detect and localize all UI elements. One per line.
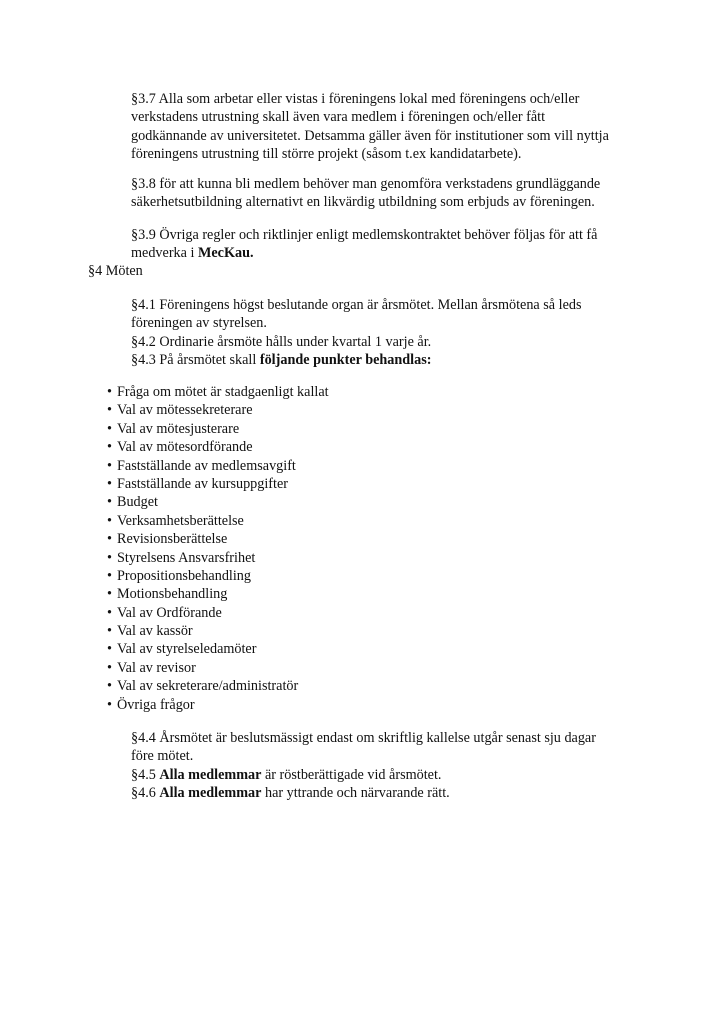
agenda-item-label: Styrelsens Ansvarsfrihet xyxy=(117,549,256,566)
paragraph-4-2: §4.2 Ordinarie årsmöte hålls under kvartal 1 varje år. xyxy=(131,333,432,350)
agenda-item xyxy=(107,420,329,438)
agenda-item-label: Budget xyxy=(117,494,158,511)
agenda-item-label: Propositionsbehandling xyxy=(117,567,251,584)
club-name: MecKau. xyxy=(197,245,254,262)
text-line: §4.1 Föreningens högst beslutande organ är årsmötet. Mellan årsmötena så leds xyxy=(131,297,582,313)
text-line: §3.9 Övriga regler och riktlinjer enligt medlemskontraktet behöver följas för att få xyxy=(131,227,598,243)
agenda-item xyxy=(107,640,329,658)
text-span: är röstberättigade vid årsmötet. xyxy=(261,766,442,783)
text-line: före mötet. xyxy=(131,748,194,765)
agenda-item xyxy=(107,438,329,456)
agenda-item-label: Fastställande av medlemsavgift xyxy=(117,457,296,474)
text-line: §3.8 för att kunna bli medlem behöver man genomföra verkstadens grundläggande xyxy=(131,176,601,192)
paragraph-4-1 xyxy=(131,296,631,370)
text-span: §4.3 På årsmötet skall xyxy=(131,352,260,369)
agenda-item-label: Val av Ordförande xyxy=(117,604,222,621)
agenda-item-label: Fråga om mötet är stadgaenligt kallat xyxy=(117,384,329,400)
text-line: §4.4 Årsmötet är beslutsmässigt endast om skriftlig kallelse utgår senast sju dagar xyxy=(131,730,596,746)
text-span: §4.6 xyxy=(131,785,160,802)
paragraph-3-9 xyxy=(131,226,631,263)
bullet-icon: • xyxy=(107,384,112,400)
text-line: säkerhetsutbildning alternativt en likvärdig utbildning som erbjuds av föreningen. xyxy=(131,194,595,211)
bullet-icon: • xyxy=(107,641,112,658)
paragraph-4-3 xyxy=(131,351,631,369)
agenda-item xyxy=(107,457,329,475)
paragraph-4-6 xyxy=(131,784,631,802)
agenda-item-label: Verksamhetsberättelse xyxy=(117,512,244,529)
text-line: §3.7 Alla som arbetar eller vistas i föreningens lokal med föreningens och/eller xyxy=(131,91,580,107)
agenda-item-label: Övriga frågor xyxy=(117,696,195,713)
bullet-icon: • xyxy=(107,439,112,456)
agenda-item-label: Val av mötesjusterare xyxy=(117,420,240,437)
agenda-item-label: Val av styrelseledamöter xyxy=(117,641,257,658)
agenda-list xyxy=(107,383,329,714)
bullet-icon: • xyxy=(107,420,112,437)
paragraph-3-8 xyxy=(131,175,631,212)
agenda-item xyxy=(107,512,329,530)
bullet-icon: • xyxy=(107,586,112,603)
text-span: §4.5 xyxy=(131,766,160,783)
bullet-icon: • xyxy=(107,475,112,492)
agenda-item xyxy=(107,475,329,493)
agenda-item xyxy=(107,493,329,511)
text-line xyxy=(131,244,631,262)
agenda-item xyxy=(107,383,329,401)
text-span: har yttrande och närvarande rätt. xyxy=(261,785,450,802)
paragraph-4-4 xyxy=(131,729,631,803)
agenda-item-label: Motionsbehandling xyxy=(117,586,228,603)
agenda-item-label: Val av mötessekreterare xyxy=(117,402,253,419)
agenda-item xyxy=(107,401,329,419)
bullet-icon: • xyxy=(107,659,112,676)
bullet-icon: • xyxy=(107,457,112,474)
text-line: föreningen av styrelsen. xyxy=(131,315,267,332)
agenda-item xyxy=(107,567,329,585)
agenda-item-label: Val av revisor xyxy=(117,659,196,676)
bullet-icon: • xyxy=(107,604,112,621)
text-line: föreningens utrustning till större projekt (såsom t.ex kandidatarbete). xyxy=(131,146,522,163)
text-span: medverka i xyxy=(131,245,198,262)
bold-text: följande punkter behandlas: xyxy=(259,352,432,369)
agenda-item-label: Val av sekreterare/administratör xyxy=(117,678,299,695)
bullet-icon: • xyxy=(107,494,112,511)
agenda-item-label: Val av kassör xyxy=(117,623,193,640)
agenda-item xyxy=(107,622,329,640)
agenda-item xyxy=(107,549,329,567)
agenda-item xyxy=(107,585,329,603)
bold-text: Alla medlemmar xyxy=(159,785,262,802)
paragraph-4-5 xyxy=(131,766,631,784)
agenda-item-label: Val av mötesordförande xyxy=(117,439,253,456)
bullet-icon: • xyxy=(107,402,112,419)
bullet-icon: • xyxy=(107,567,112,584)
bullet-icon: • xyxy=(107,623,112,640)
agenda-item xyxy=(107,696,329,714)
paragraph-3-7 xyxy=(131,90,631,164)
bullet-icon: • xyxy=(107,531,112,548)
agenda-item xyxy=(107,530,329,548)
bullet-icon: • xyxy=(107,678,112,695)
bullet-icon: • xyxy=(107,696,112,713)
agenda-item-label: Revisionsberättelse xyxy=(117,531,228,548)
agenda-item-label: Fastställande av kursuppgifter xyxy=(117,475,288,492)
text-line: godkännande av universitetet. Detsamma gäller även för institutioner som vill nyttja xyxy=(131,127,609,144)
agenda-item xyxy=(107,659,329,677)
bullet-icon: • xyxy=(107,549,112,566)
agenda-item xyxy=(107,604,329,622)
section-heading-4: §4 Möten xyxy=(88,263,143,279)
text-line: verkstadens utrustning skall även vara medlem i föreningen och/eller fått xyxy=(131,109,546,126)
bullet-icon: • xyxy=(107,512,112,529)
bold-text: Alla medlemmar xyxy=(159,766,262,783)
agenda-item xyxy=(107,677,329,695)
